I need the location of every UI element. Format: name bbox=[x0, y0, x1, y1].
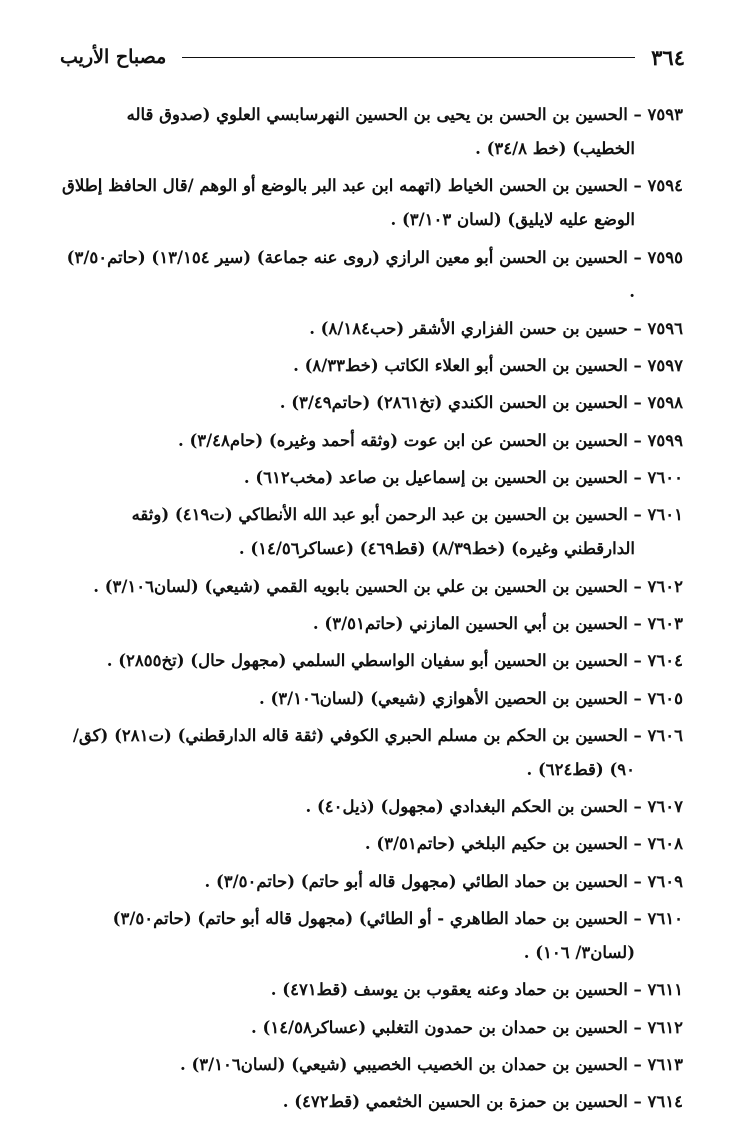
entry-number: ٧٦١٣ bbox=[647, 1054, 683, 1074]
entry-number: ٧٥٩٣ bbox=[647, 105, 683, 124]
list-item: ٧٦٠٤ – الحسين بن الحسين أبو سفيان الواسطي السلمي (مجهول حال) (تخ٢٨٥٥) . bbox=[106, 651, 683, 671]
entry-number: ٧٦١٢ bbox=[647, 1017, 683, 1037]
entry-text: الحسين بن الحصين الأهوازي (شيعي) (لسان٣/١٠٦) . bbox=[258, 688, 628, 708]
entry-text: الحسين بن الحسن أبو معين الرازي (روى عنه جماعة) (سير ١٣/١٥٤) (حاتم٣/٥٠) . bbox=[66, 247, 635, 301]
entry-number: ٧٥٩٦ bbox=[647, 318, 683, 338]
running-title: مصباح الأريب bbox=[60, 46, 167, 68]
list-item: ٧٦٠١ – الحسين بن الحسين بن عبد الرحمن أبو عبد الله الأنطاكي (ت٤١٩) (وثقه الدارقطني وغيره) (خط٨/٣٩) (قط٤٦٩) (عساكر١٤/٥٦) . bbox=[131, 505, 683, 559]
entry-text: الحسين بن الحسين بن إسماعيل بن صاعد (مخب٦١٢) . bbox=[243, 468, 628, 488]
entry-text: الحسين بن حماد الطاهري - أو الطائي) (مجهول قاله أبو حاتم) (حاتم٣/٥٠) (لسان٣/ ١٠٦) . bbox=[112, 909, 635, 963]
list-item: ٧٦٠٢ – الحسين بن الحسين بن علي بن الحسين بابويه القمي (شيعي) (لسان٣/١٠٦) . bbox=[93, 576, 683, 596]
entry-number: ٧٦٠٩ bbox=[647, 871, 683, 891]
entry-text: الحسين بن الحسن الكندي (تخ٢٨٦١) (حاتم٣/٤٩) . bbox=[279, 393, 628, 413]
entry-number: ٧٦١١ bbox=[647, 980, 683, 1000]
list-item: ٧٦٠٩ – الحسين بن حماد الطائي (مجهول قاله أبو حاتم) (حاتم٣/٥٠) . bbox=[204, 871, 683, 891]
entry-text: الحسين بن الحسن بن يحيى بن الحسين النهرسابسي العلوي (صدوق قاله الخطيب) (خط ٣٤/٨) . bbox=[126, 105, 635, 158]
entry-number: ٧٥٩٤ bbox=[647, 176, 683, 196]
entry-number: ٧٦٠٦ bbox=[647, 725, 683, 745]
entry-text: الحسين بن حكيم البلخي (حاتم٣/٥١) . bbox=[364, 834, 628, 854]
page-number: ٣٦٤ bbox=[651, 44, 685, 70]
entry-number: ٧٦٠٣ bbox=[647, 613, 683, 633]
entry-number: ٧٦٠١ bbox=[647, 505, 683, 525]
entry-text: الحسين بن الحسن الخياط (اتهمه ابن عبد البر بالوضع أو الوهم /قال الحافظ إطلاق الوضع عليه لايليق) (لسان ٣/١٠٣) . bbox=[62, 176, 635, 230]
entry-number: ٧٥٩٨ bbox=[647, 393, 683, 413]
entry-number: ٧٥٩٧ bbox=[647, 356, 683, 376]
list-item: ٧٥٩٧ – الحسين بن الحسن أبو العلاء الكاتب (خط٨/٣٣) . bbox=[293, 356, 683, 376]
entry-text: الحسين بن الحسين بن عبد الرحمن أبو عبد الله الأنطاكي (ت٤١٩) (وثقه الدارقطني وغيره) (خط٨/٣٩) (قط٤٦٩) (عساكر١٤/٥٦) . bbox=[131, 505, 635, 559]
page-header bbox=[60, 40, 685, 74]
list-item: ٧٥٩٦ – حسين بن حسن الفزاري الأشقر (حب٨/١٨٤) . bbox=[309, 318, 683, 338]
list-item: ٧٦٠٠ – الحسين بن الحسين بن إسماعيل بن صاعد (مخب٦١٢) . bbox=[243, 468, 683, 488]
entry-text: الحسين بن حمدان بن حمدون التغلبي (عساكر١٤/٥٨) . bbox=[251, 1017, 628, 1037]
header-rule bbox=[182, 57, 635, 58]
entry-number: ٧٥٩٩ bbox=[647, 430, 683, 450]
list-item: ٧٥٩٩ – الحسين بن الحسن عن ابن عوت (وثقه أحمد وغيره) (حام٣/٤٨) . bbox=[177, 430, 683, 450]
list-item: ٧٦١٤ – الحسين بن حمزة بن الحسين الخثعمي (قط٤٧٢) . bbox=[282, 1092, 683, 1112]
list-item: ٧٦٠٣ – الحسين بن أبي الحسين المازني (حاتم٣/٥١) . bbox=[312, 613, 683, 633]
entry-number: ٧٥٩٥ bbox=[647, 247, 683, 267]
entry-list bbox=[60, 98, 683, 1123]
list-item: ٧٦٠٥ – الحسين بن الحصين الأهوازي (شيعي) (لسان٣/١٠٦) . bbox=[258, 688, 683, 708]
entry-number: ٧٦١٤ bbox=[647, 1092, 683, 1112]
entry-text: الحسين بن الحسن عن ابن عوت (وثقه أحمد وغيره) (حام٣/٤٨) . bbox=[177, 430, 628, 450]
list-item: ٧٥٩٤ – الحسين بن الحسن الخياط (اتهمه ابن عبد البر بالوضع أو الوهم /قال الحافظ إطلاق الوضع عليه لايليق) (لسان ٣/١٠٣) . bbox=[62, 176, 683, 230]
entry-number: ٧٦٠٠ bbox=[647, 468, 683, 488]
entry-number: ٧٦٠٧ bbox=[647, 797, 683, 817]
entry-text: حسين بن حسن الفزاري الأشقر (حب٨/١٨٤) . bbox=[309, 318, 628, 338]
list-item: ٧٦٠٨ – الحسين بن حكيم البلخي (حاتم٣/٥١) . bbox=[364, 834, 683, 854]
entry-number: ٧٦٠٨ bbox=[647, 834, 683, 854]
entry-text: الحسين بن أبي الحسين المازني (حاتم٣/٥١) . bbox=[312, 613, 628, 633]
entry-number: ٧٦١٠ bbox=[647, 909, 683, 929]
list-item: ٧٦٠٦ – الحسين بن الحكم بن مسلم الحبري الكوفي (ثقة قاله الدارقطني) (ت٢٨١) (كق/٩٠) (قط٦٢٤) . bbox=[72, 725, 683, 779]
list-item: ٧٥٩٣ – الحسين بن الحسن بن يحيى بن الحسين النهرسابسي العلوي (صدوق قاله الخطيب) (خط ٣٤/٨) . bbox=[126, 105, 683, 158]
entry-number: ٧٦٠٢ bbox=[647, 576, 683, 596]
list-item: ٧٦٠٧ – الحسن بن الحكم البغدادي (مجهول) (ذيل٤٠) . bbox=[305, 797, 683, 817]
entry-text: الحسين بن حمدان بن الخصيب الخصيبي (شيعي) (لسان٣/١٠٦) . bbox=[180, 1054, 628, 1074]
list-item: ٧٥٩٥ – الحسين بن الحسن أبو معين الرازي (روى عنه جماعة) (سير ١٣/١٥٤) (حاتم٣/٥٠) . bbox=[66, 247, 683, 301]
entry-text: الحسين بن حماد وعنه يعقوب بن يوسف (قط٤٧١) . bbox=[270, 980, 628, 1000]
entry-text: الحسن بن الحكم البغدادي (مجهول) (ذيل٤٠) . bbox=[305, 797, 628, 817]
entry-text: الحسين بن حمزة بن الحسين الخثعمي (قط٤٧٢) . bbox=[282, 1092, 628, 1112]
list-item: ٧٦١٣ – الحسين بن حمدان بن الخصيب الخصيبي (شيعي) (لسان٣/١٠٦) . bbox=[180, 1054, 683, 1074]
entry-text: الحسين بن الحسين أبو سفيان الواسطي السلمي (مجهول حال) (تخ٢٨٥٥) . bbox=[106, 651, 628, 671]
entry-text: الحسين بن الحسن أبو العلاء الكاتب (خط٨/٣٣) . bbox=[293, 356, 628, 376]
list-item: ٧٥٩٨ – الحسين بن الحسن الكندي (تخ٢٨٦١) (حاتم٣/٤٩) . bbox=[279, 393, 683, 413]
list-item: ٧٦١٢ – الحسين بن حمدان بن حمدون التغلبي (عساكر١٤/٥٨) . bbox=[251, 1017, 683, 1037]
entry-number: ٧٦٠٤ bbox=[647, 651, 683, 671]
list-item: ٧٦١٠ – الحسين بن حماد الطاهري - أو الطائي) (مجهول قاله أبو حاتم) (حاتم٣/٥٠) (لسان٣/ ١٠٦) . bbox=[112, 909, 683, 963]
entry-text: الحسين بن الحكم بن مسلم الحبري الكوفي (ثقة قاله الدارقطني) (ت٢٨١) (كق/٩٠) (قط٦٢٤) . bbox=[72, 725, 635, 779]
entry-text: الحسين بن الحسين بن علي بن الحسين بابويه القمي (شيعي) (لسان٣/١٠٦) . bbox=[93, 576, 628, 596]
entry-text: الحسين بن حماد الطائي (مجهول قاله أبو حاتم) (حاتم٣/٥٠) . bbox=[204, 871, 628, 891]
entry-number: ٧٦٠٥ bbox=[647, 688, 683, 708]
list-item: ٧٦١١ – الحسين بن حماد وعنه يعقوب بن يوسف (قط٤٧١) . bbox=[270, 980, 683, 1000]
